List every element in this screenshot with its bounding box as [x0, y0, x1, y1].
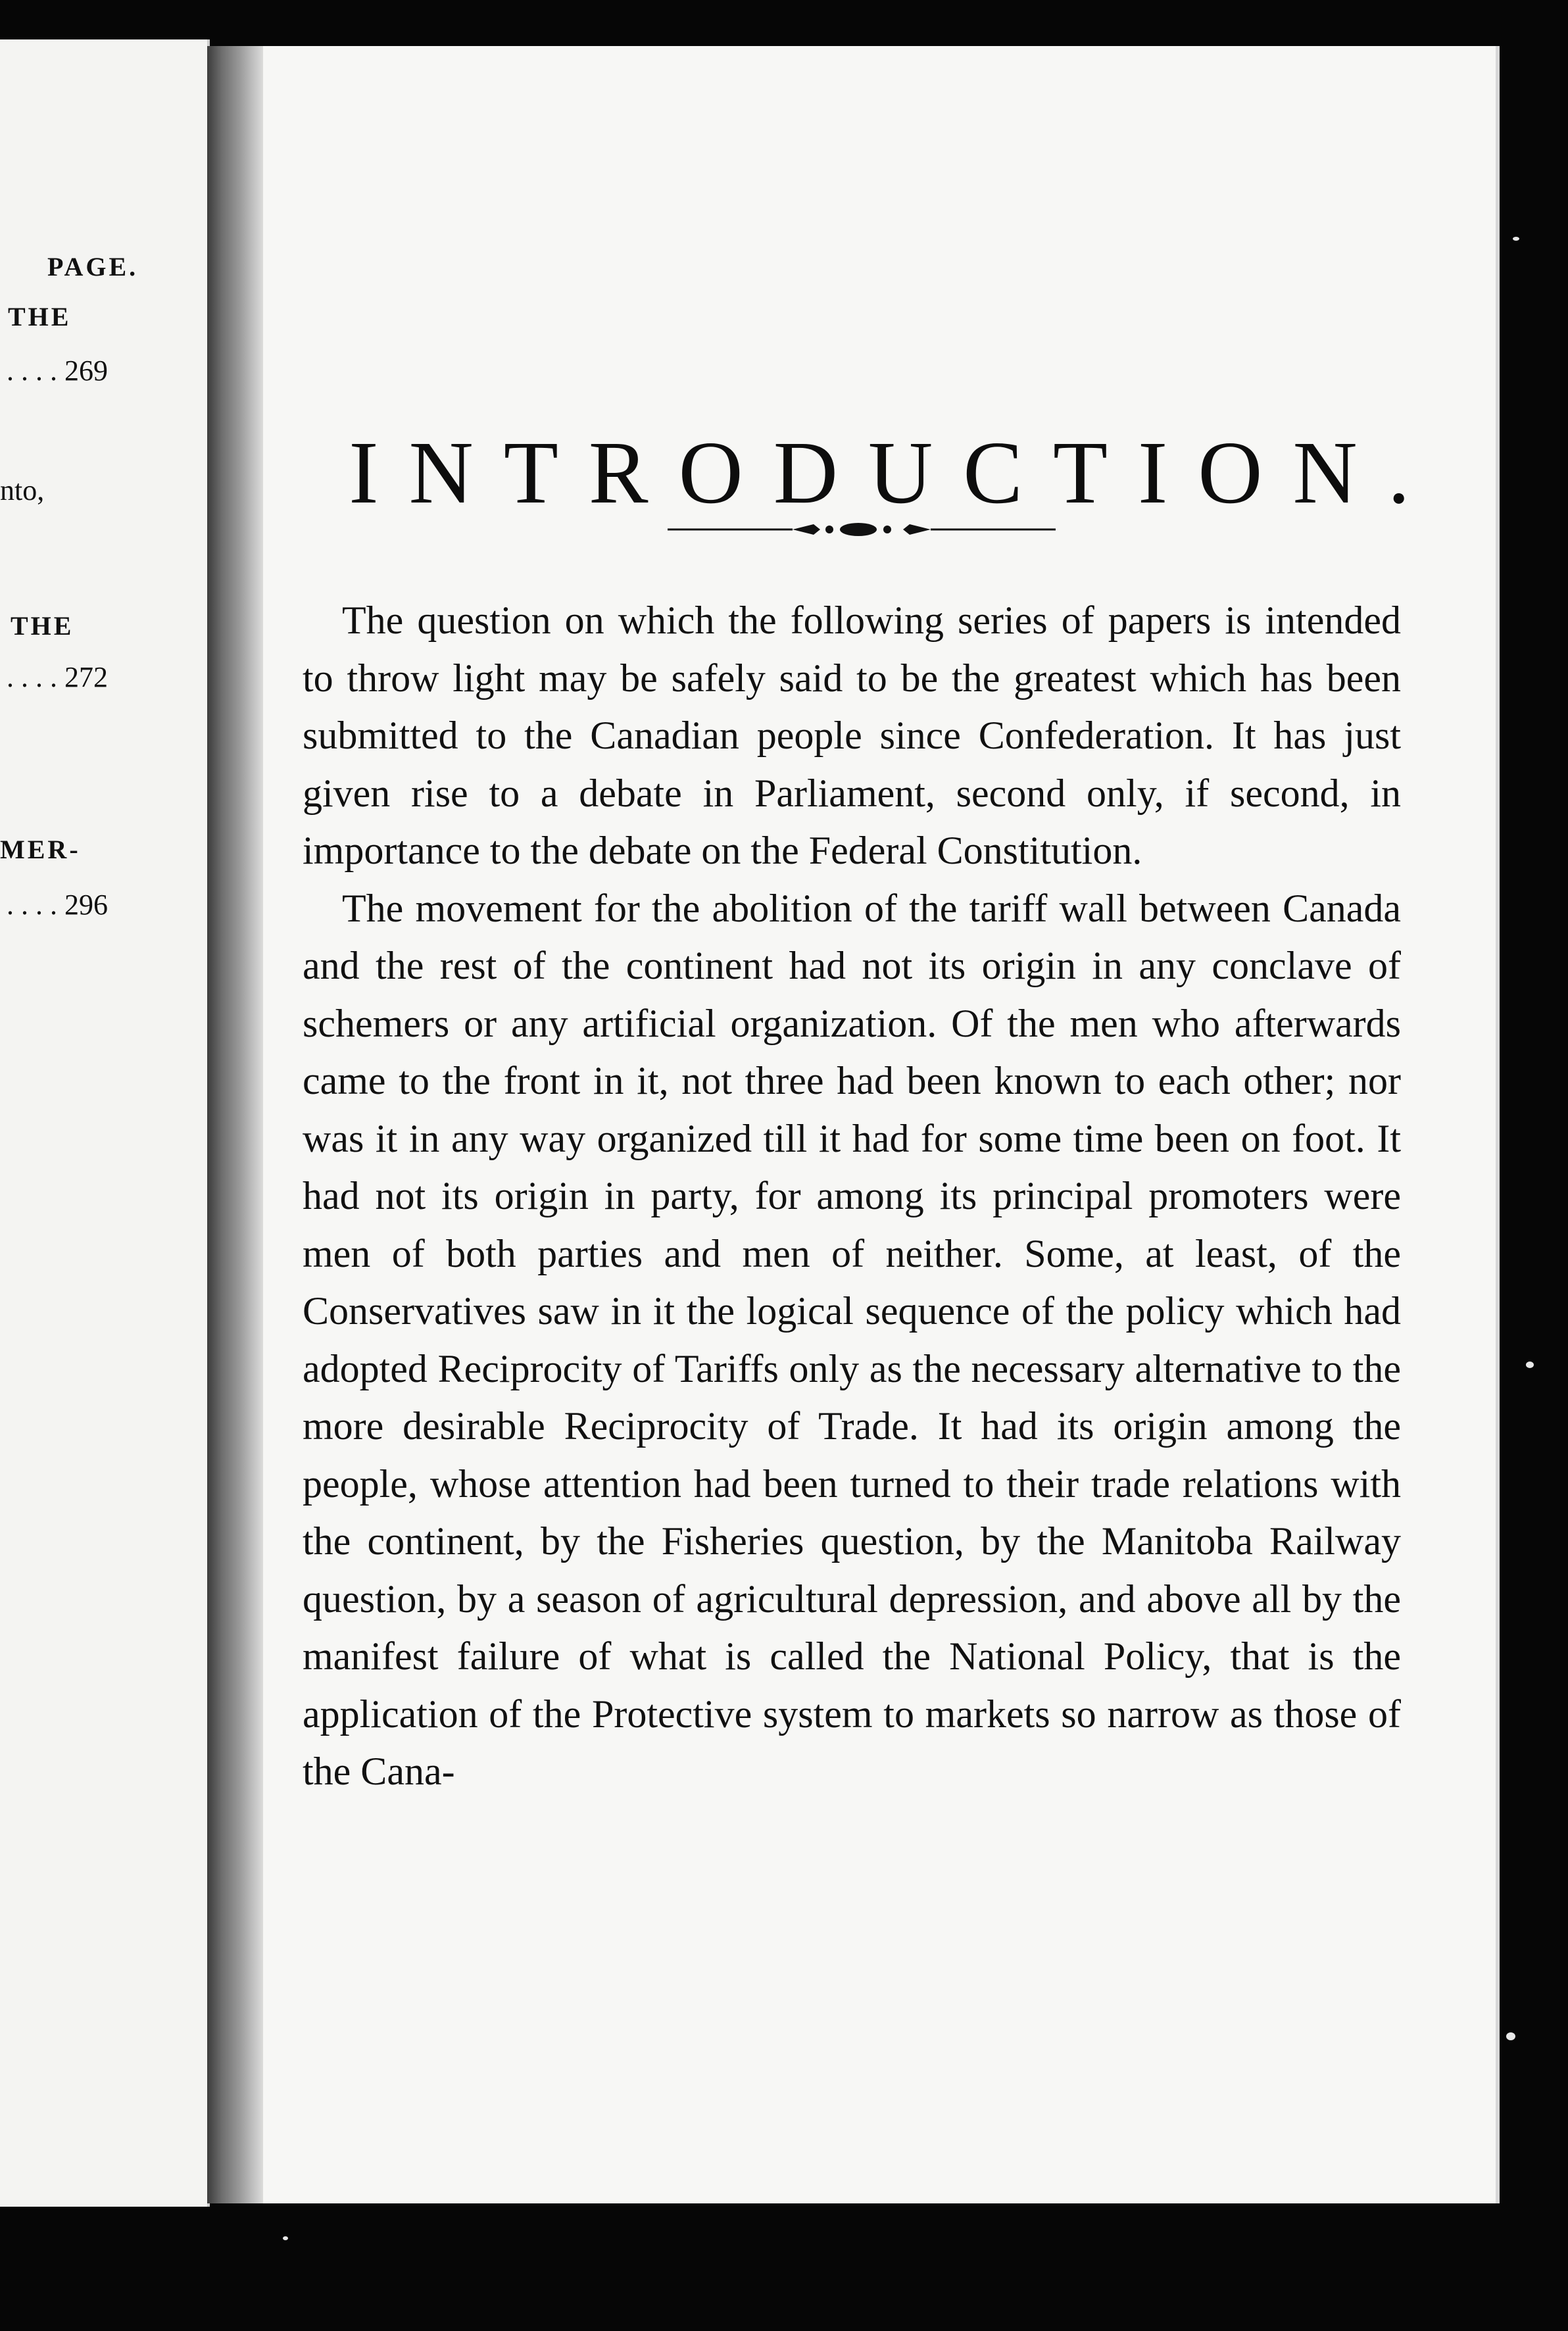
body-text [303, 592, 1401, 1801]
toc-line: MER- [0, 835, 81, 864]
scan-speck [1506, 2032, 1515, 2040]
paragraph: The movement for the abolition of the tariff wall between Canada and the rest of the continent had not its origin in any conclave of schemers or any artificial organization. Of the men who afterwards came to the front in it, not three had been known to each other; nor was it in any way organized till it had for some time been on foot. It had not its origin in party, for among its principal promoters were men of both parties and men of neither. Some, at least, of the Conservatives saw in it the logical sequence of the policy which had adopted Reciprocity of Tariffs only as the necessary alternative to the more desirable Reciprocity of Trade. It had its origin among the people, whose attention had been turned to their trade relations with the continent, by the Fisheries question, by the Manitoba Railway question, by a season of agricultural depression, and above all by the manifest failure of what is called the National Policy, that is the application of the Protective system to markets so narrow as those of the Cana- [303, 886, 1401, 1793]
toc-line: THE [8, 302, 72, 331]
ornament-divider-icon [668, 516, 1056, 543]
right-page [263, 46, 1500, 2203]
scan-speck [1526, 1362, 1534, 1368]
toc-line: THE [11, 611, 74, 641]
scan-speck [1513, 237, 1519, 241]
binding-gutter [207, 46, 266, 2203]
page-title: INTRODUCTION. [349, 424, 1440, 523]
toc-line: nto, [0, 474, 45, 506]
toc-page-heading: PAGE. [47, 252, 139, 282]
paragraph: The question on which the following series of papers is intended to throw light may be safely said to be the greatest which has been submitted to the Canadian people since Confederation. It has just given rise to a debate in Parliament, second only, if second, in importance to the debate on the Federal Constitution. [303, 599, 1401, 872]
toc-page-number: . . . . 269 [7, 355, 108, 387]
toc-page-number: . . . . 272 [7, 661, 108, 693]
scan-speck [283, 2236, 288, 2240]
toc-page-number: . . . . 296 [7, 889, 108, 921]
left-page [0, 39, 210, 2207]
